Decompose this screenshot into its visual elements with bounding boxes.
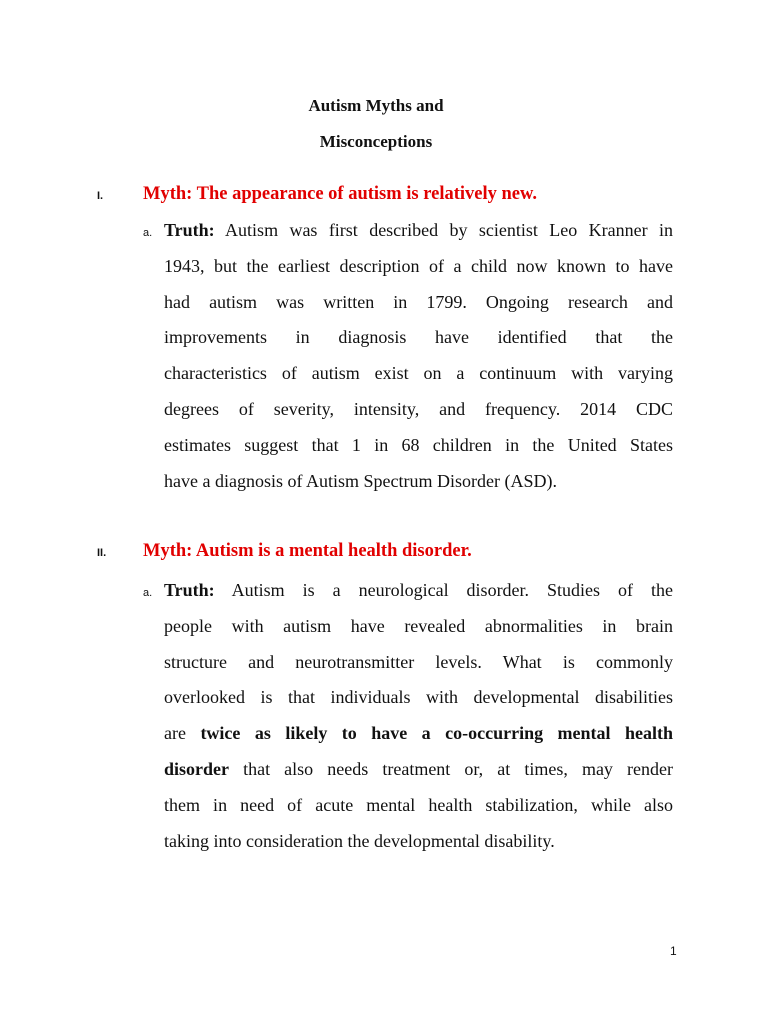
emphasis-text: disorder xyxy=(164,758,229,779)
truth-paragraph xyxy=(164,213,673,499)
paragraph-text: Autism is a neurological disorder. Studies of the xyxy=(214,580,673,600)
paragraph-line: taking into consideration the developmental disability. xyxy=(164,830,555,851)
section-numeral: II. xyxy=(97,547,107,559)
paragraph-line xyxy=(164,716,673,752)
paragraph-line xyxy=(164,752,673,788)
paragraph-line: had autism was written in 1799. Ongoing research and xyxy=(164,291,673,312)
myth-heading: Myth: The appearance of autism is relatively new. xyxy=(143,184,537,204)
myth-heading: Myth: Autism is a mental health disorder. xyxy=(143,541,472,561)
document-title-line-2: Misconceptions xyxy=(319,132,433,151)
paragraph-line xyxy=(164,573,673,609)
paragraph-line: improvements in diagnosis have identified that the xyxy=(164,327,673,348)
page-number: 1 xyxy=(670,944,677,958)
document-title-line-1: Autism Myths and xyxy=(308,96,444,115)
paragraph-line: have a diagnosis of Autism Spectrum Disorder (ASD). xyxy=(164,470,557,491)
paragraph-line xyxy=(164,213,673,249)
paragraph-line: them in need of acute mental health stabilization, while also xyxy=(164,794,673,815)
paragraph-line: structure and neurotransmitter levels. What is commonly xyxy=(164,651,673,672)
paragraph-line: estimates suggest that 1 in 68 children in the United States xyxy=(164,434,673,455)
section-numeral: I. xyxy=(97,190,104,202)
paragraph-line: people with autism have revealed abnormalities in brain xyxy=(164,615,673,636)
paragraph-text: Autism was first described by scientist Leo Kranner in xyxy=(214,220,673,240)
item-letter: a. xyxy=(143,587,153,599)
emphasis-text: twice as likely to have a co-occurring mental health xyxy=(200,723,673,744)
truth-paragraph xyxy=(164,573,673,859)
paragraph-text: that also needs treatment or, at times, may render xyxy=(229,758,673,779)
paragraph-line: 1943, but the earliest description of a child now known to have xyxy=(164,255,673,276)
paragraph-line: degrees of severity, intensity, and frequency. 2014 CDC xyxy=(164,398,673,419)
paragraph-line: characteristics of autism exist on a continuum with varying xyxy=(164,363,673,384)
paragraph-line: overlooked is that individuals with developmental disabilities xyxy=(164,687,673,708)
item-letter: a. xyxy=(143,227,153,239)
truth-label: Truth: xyxy=(164,220,215,240)
paragraph-text: are xyxy=(164,723,201,744)
truth-label: Truth: xyxy=(164,580,215,600)
